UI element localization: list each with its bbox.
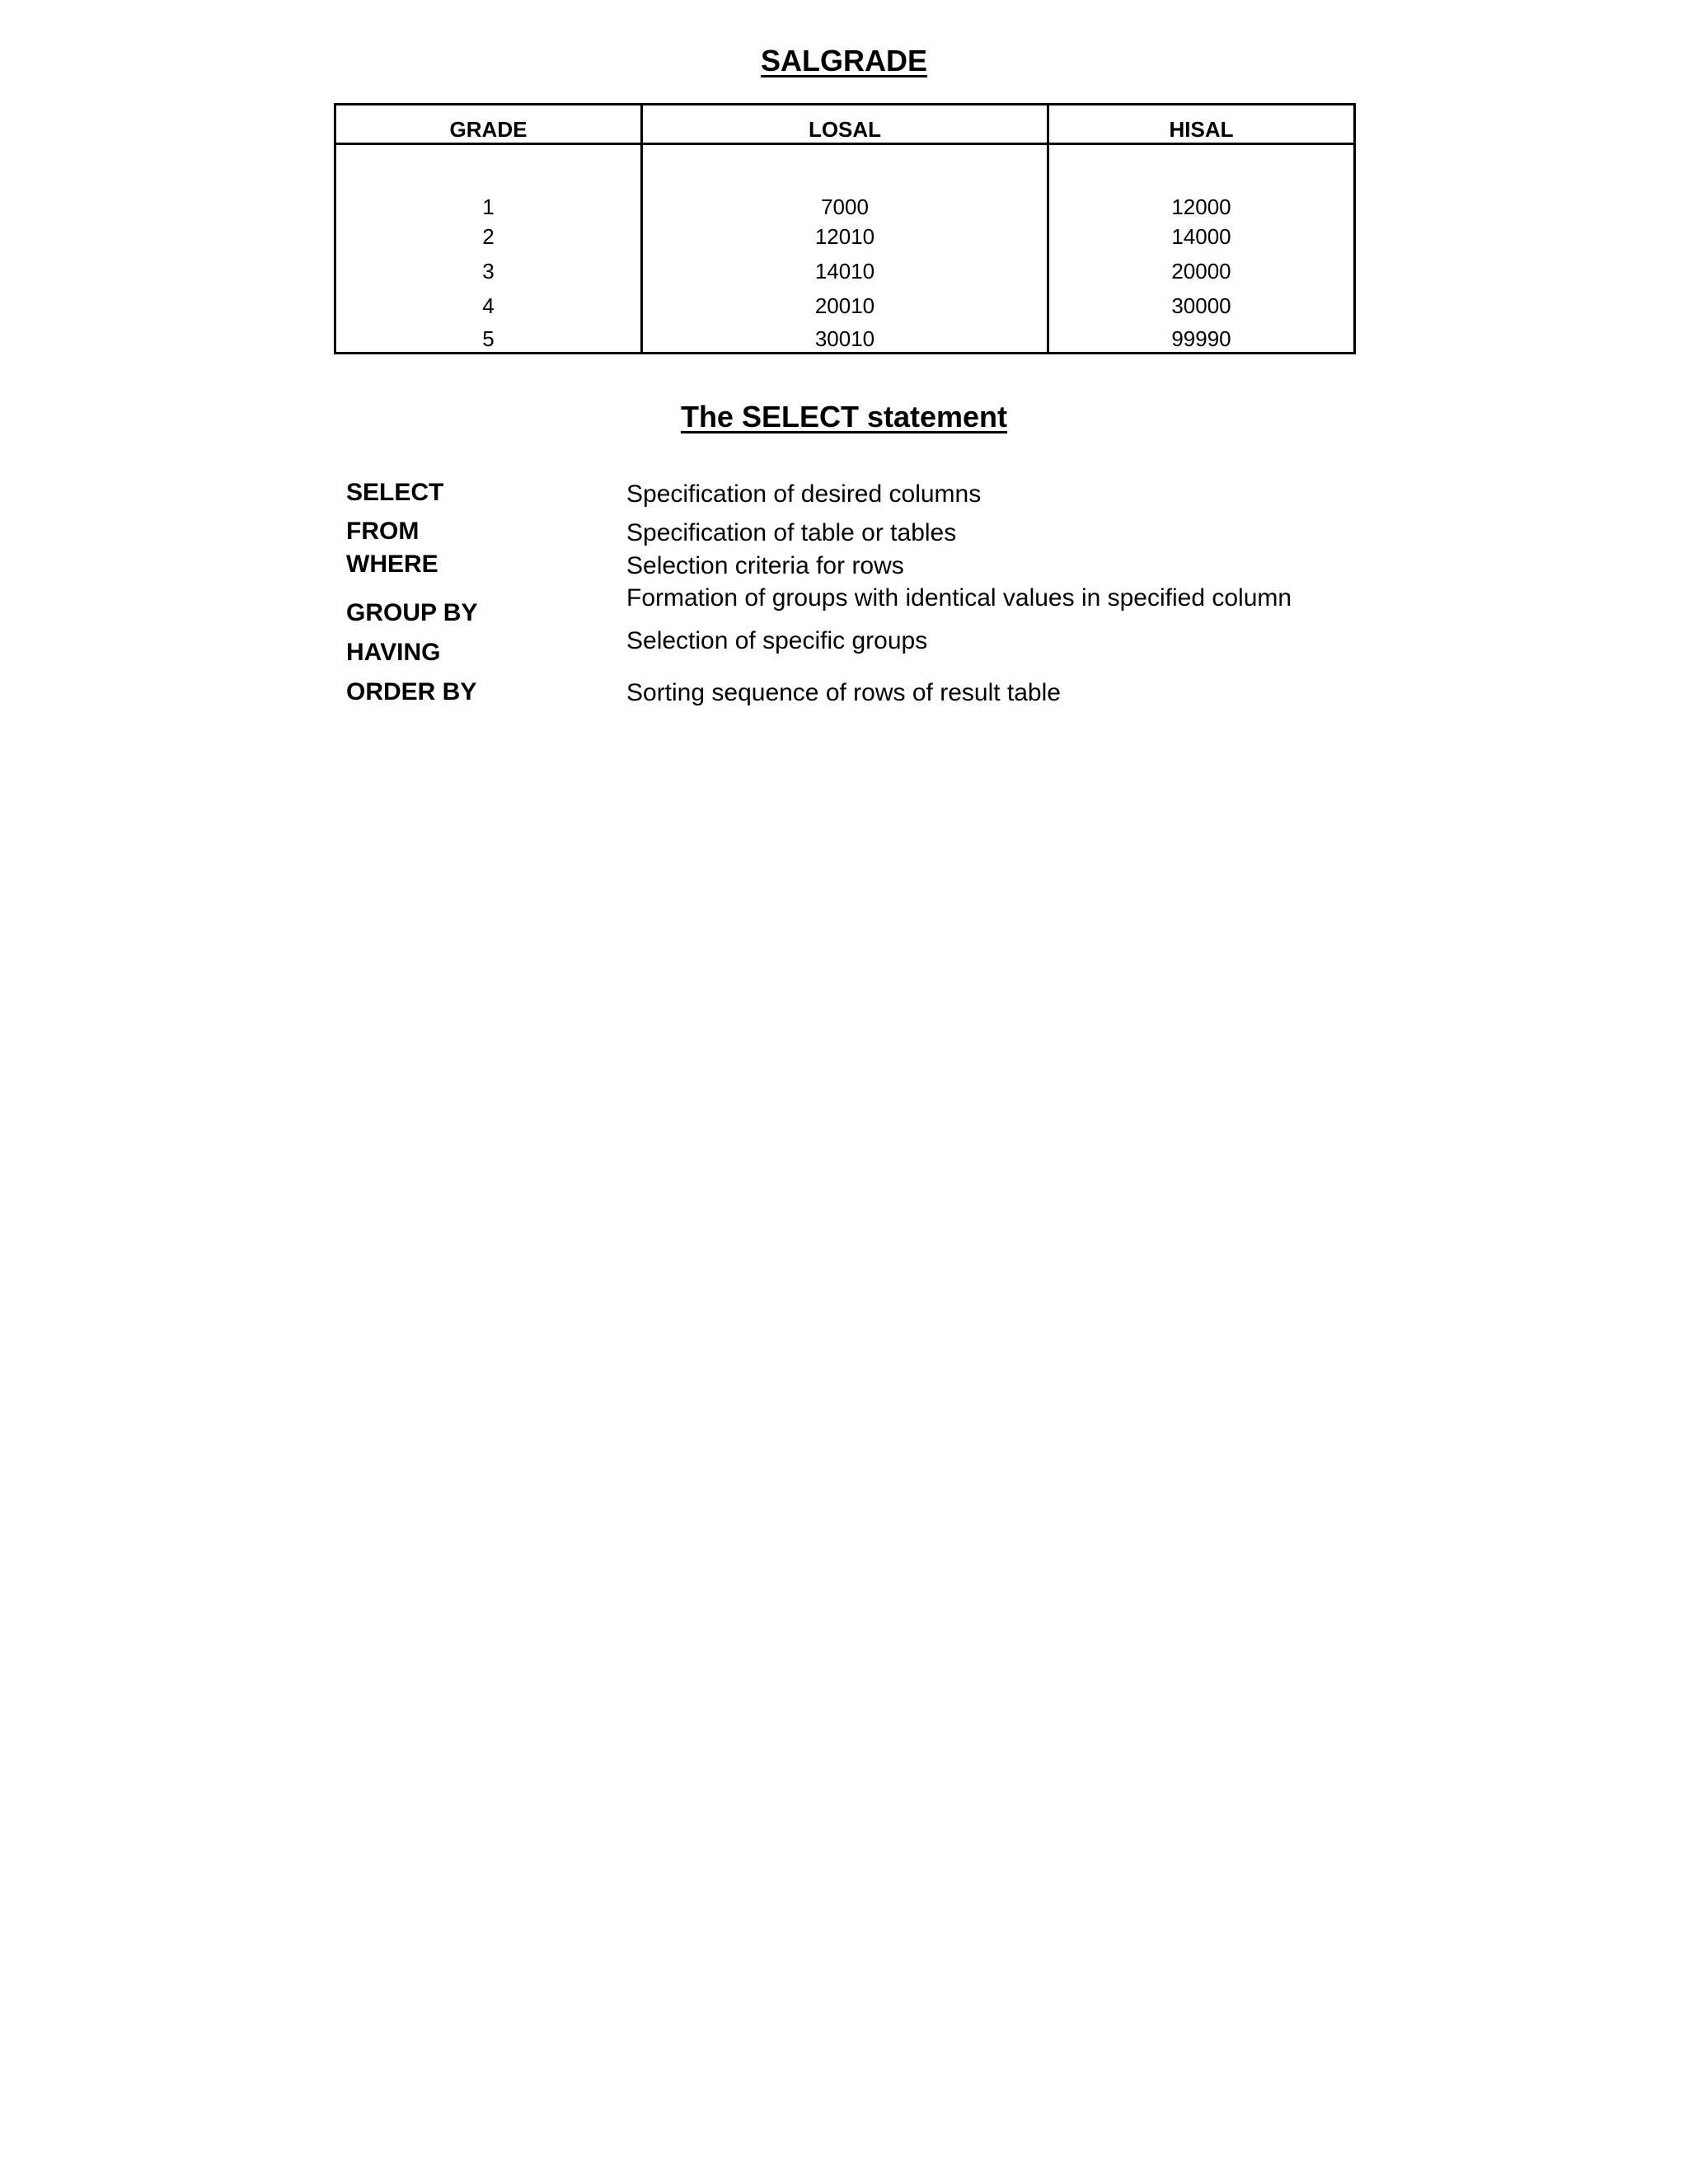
grade-column bbox=[336, 105, 643, 352]
clause-description-select: Specification of desired columns bbox=[626, 480, 982, 508]
clause-keyword-from: FROM bbox=[346, 518, 420, 545]
salgrade-table bbox=[334, 103, 1356, 354]
clause-description-where: Selection criteria for rows bbox=[626, 552, 904, 579]
clause-keyword-having: HAVING bbox=[346, 639, 441, 666]
clause-keyword-group-by: GROUP BY bbox=[346, 599, 478, 626]
clause-keyword-select: SELECT bbox=[346, 479, 444, 506]
table-cell: 30010 bbox=[814, 326, 875, 351]
table-cell: 99990 bbox=[1171, 326, 1231, 351]
losal-column bbox=[643, 105, 1049, 352]
table-cell: 14000 bbox=[1171, 224, 1231, 249]
table-cell: 12010 bbox=[814, 224, 875, 249]
hisal-column bbox=[1049, 105, 1353, 352]
salgrade-title: SALGRADE bbox=[760, 44, 927, 77]
table-cell: 5 bbox=[482, 326, 495, 351]
clause-description-group-by: Formation of groups with identical values in specified column bbox=[626, 584, 1292, 612]
table-cell: 7000 bbox=[821, 194, 869, 219]
table-cell: 12000 bbox=[1171, 194, 1231, 219]
table-cell: 1 bbox=[482, 194, 495, 219]
table-cell: 20000 bbox=[1171, 259, 1231, 284]
column-header-hisal: HISAL bbox=[1169, 117, 1234, 142]
clause-description-having: Selection of specific groups bbox=[626, 627, 928, 654]
table-cell: 20010 bbox=[814, 293, 875, 318]
clause-keyword-order-by: ORDER BY bbox=[346, 678, 477, 705]
clause-description-from: Specification of table or tables bbox=[626, 519, 957, 546]
clause-keyword-where: WHERE bbox=[346, 551, 438, 578]
table-cell: 2 bbox=[482, 224, 495, 249]
table-cell: 30000 bbox=[1171, 293, 1231, 318]
table-cell: 14010 bbox=[814, 259, 875, 284]
column-header-grade: GRADE bbox=[449, 117, 528, 142]
column-header-losal: LOSAL bbox=[808, 117, 882, 142]
table-cell: 3 bbox=[482, 259, 495, 284]
clause-description-order-by: Sorting sequence of rows of result table bbox=[626, 679, 1061, 706]
table-cell: 4 bbox=[482, 293, 495, 318]
select-statement-title: The SELECT statement bbox=[680, 400, 1008, 434]
